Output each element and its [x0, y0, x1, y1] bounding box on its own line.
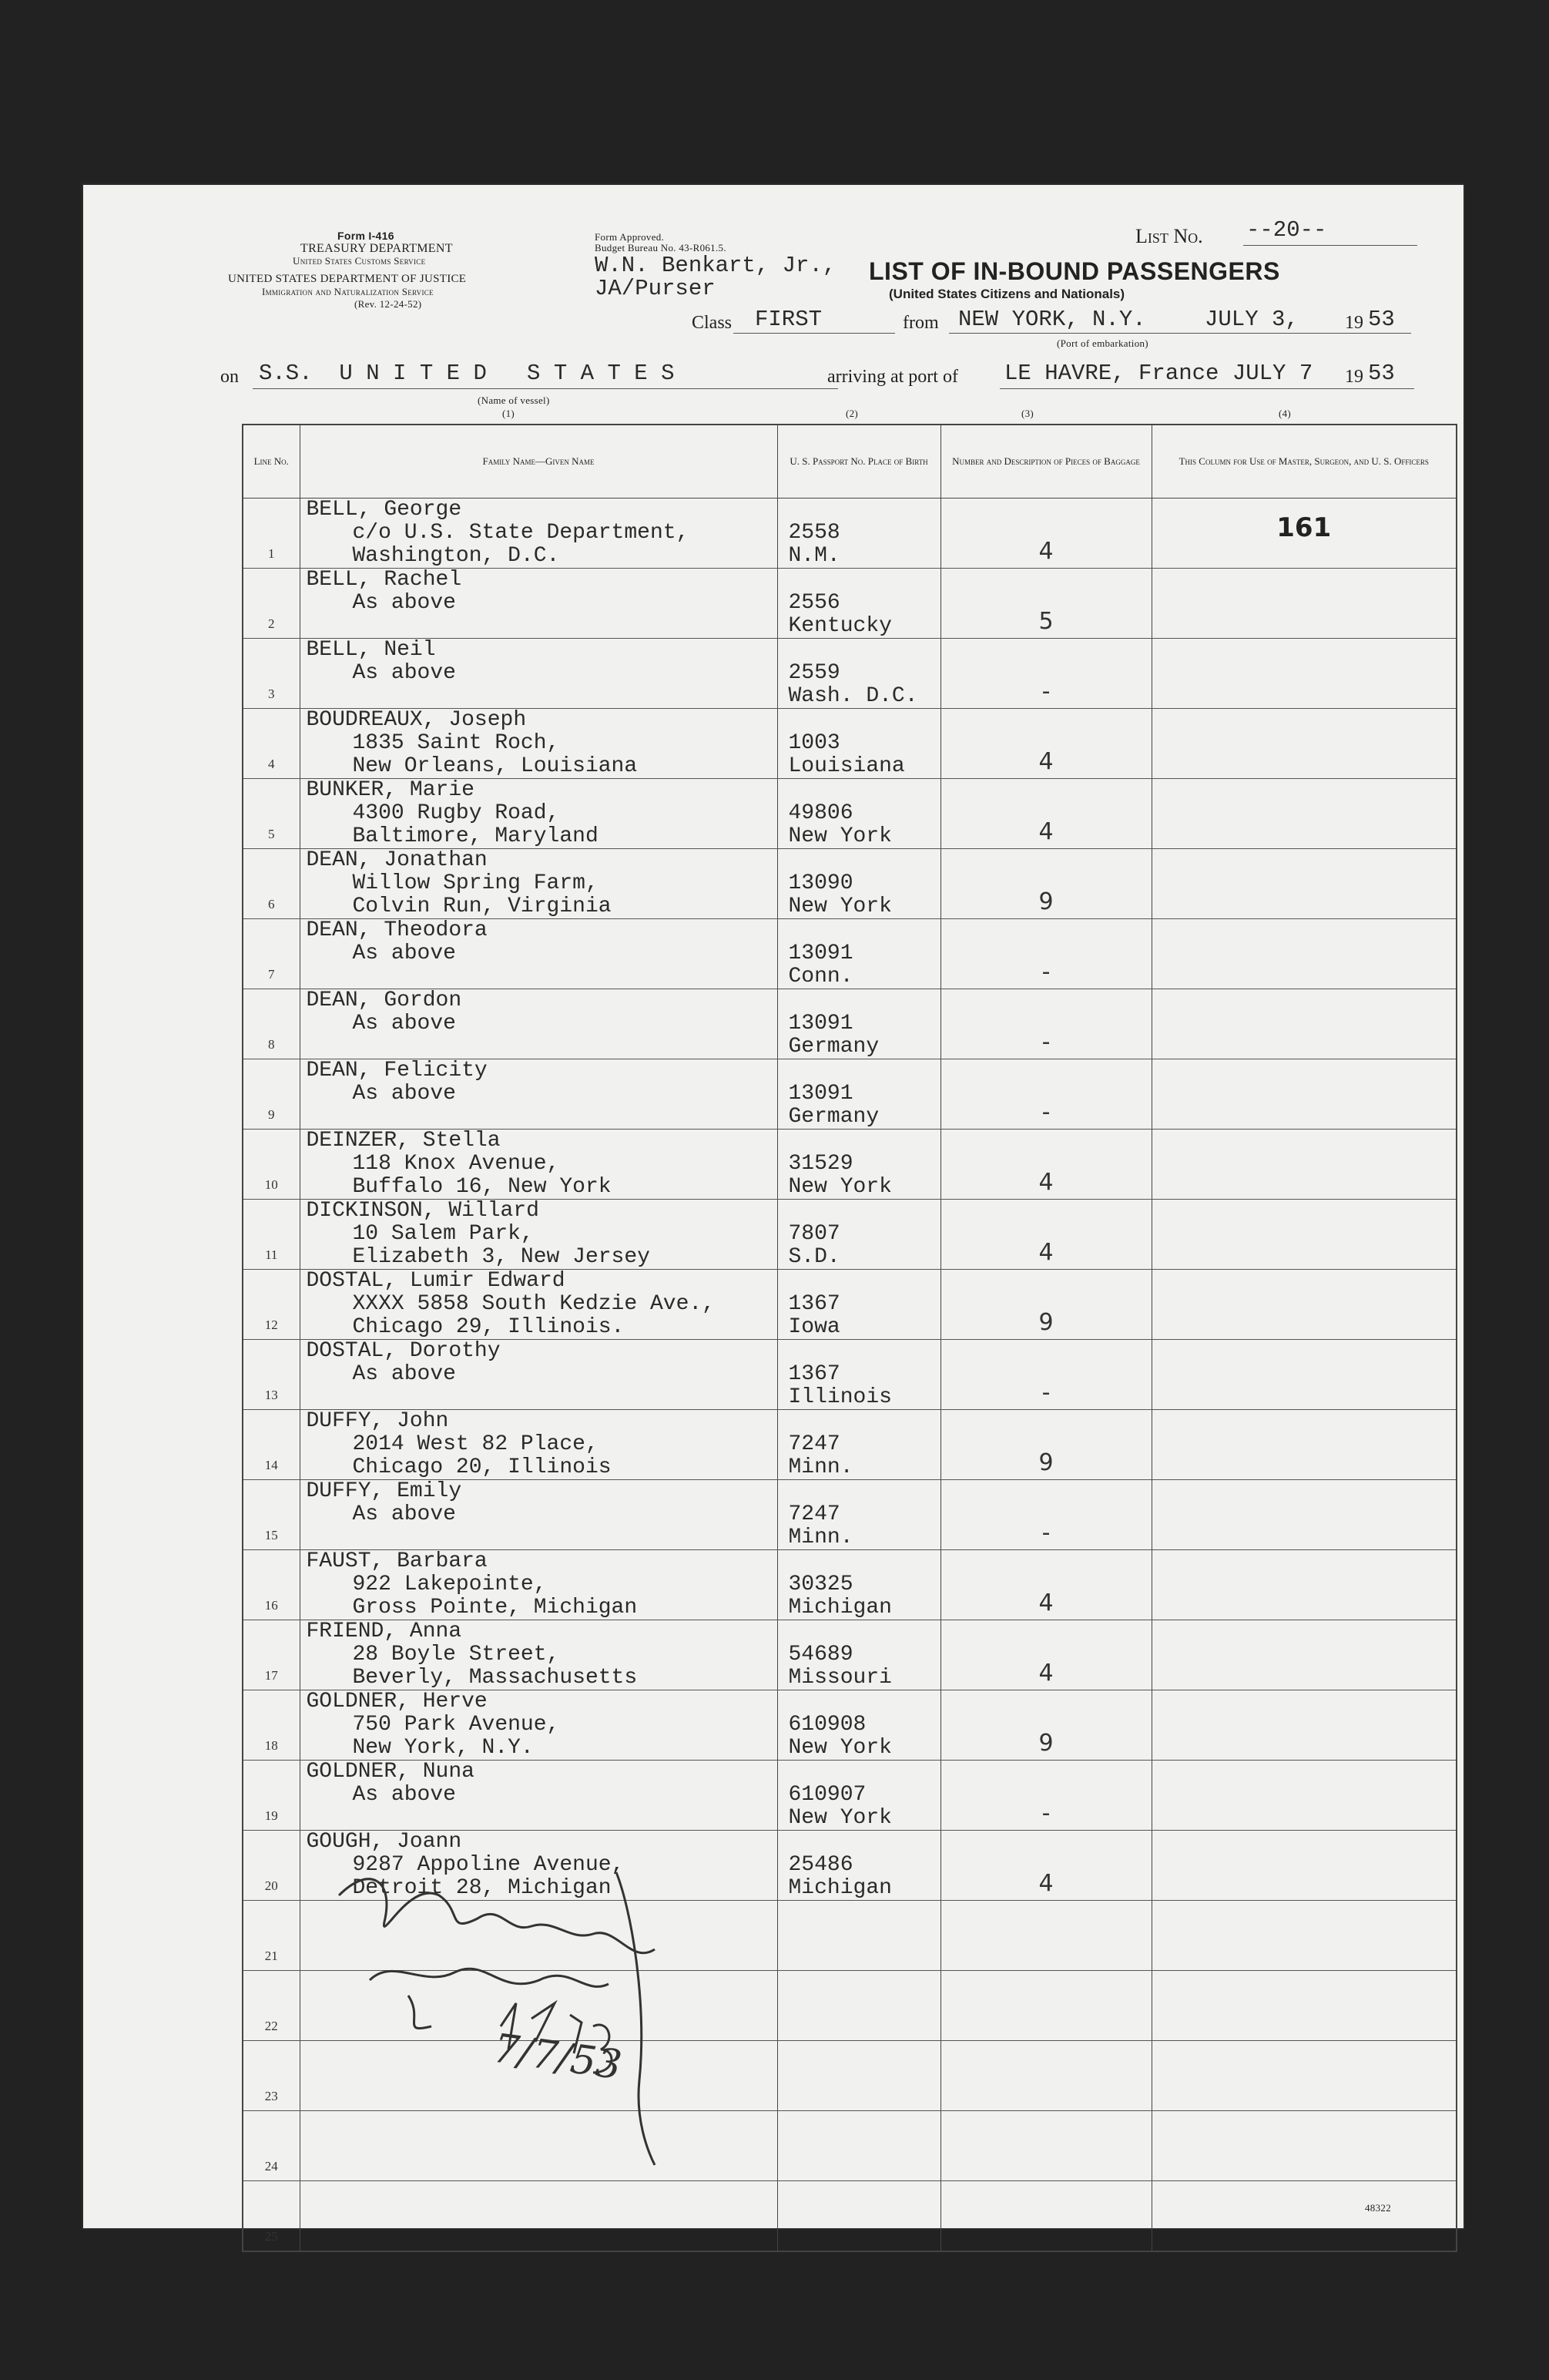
officer-use-cell [1152, 2181, 1457, 2252]
baggage-count [940, 2111, 1152, 2181]
place-of-birth: New York [788, 895, 892, 918]
passenger-address-line: As above [352, 1012, 456, 1036]
page-title: LIST OF IN-BOUND PASSENGERS [869, 257, 1280, 285]
place-of-birth: Germany [788, 1105, 880, 1129]
signature-date: 7/7/53 [490, 2025, 625, 2090]
column-number-1: (1) [502, 408, 515, 419]
passenger-name-address [300, 1200, 777, 1270]
from-label: from [903, 313, 939, 333]
passenger-name: BELL, Neil [306, 638, 436, 662]
passenger-address-line: Buffalo 16, New York [352, 1175, 612, 1199]
column-number-2: (2) [846, 408, 859, 419]
passenger-name: BELL, Rachel [306, 568, 462, 592]
place-of-birth [789, 2087, 940, 2110]
baggage-count: - [940, 639, 1152, 709]
class-value: FIRST [755, 307, 823, 332]
passport-number: 30325 [788, 1573, 853, 1596]
passport-number: 13091 [788, 1012, 853, 1036]
passenger-name-address [300, 1059, 777, 1130]
line-number: 8 [243, 989, 300, 1059]
table-row [243, 498, 1457, 569]
baggage-count [940, 1901, 1152, 1971]
officer-use-cell [1152, 1620, 1457, 1690]
passenger-name: FAUST, Barbara [306, 1549, 488, 1573]
passenger-address-line [307, 2227, 777, 2251]
passenger-name-address [300, 1690, 777, 1761]
baggage-count: - [940, 919, 1152, 989]
passport-birth-cell [777, 1901, 940, 1971]
passport-number [789, 2204, 940, 2227]
passenger-address-line [307, 1106, 777, 1129]
officer-use-cell [1152, 849, 1457, 919]
passenger-name [307, 2181, 777, 2204]
officer-use-cell [1152, 1831, 1457, 1901]
table-row [243, 1761, 1457, 1831]
immigration-service: Immigration and Naturalization Service [262, 286, 434, 297]
passport-header: U. S. Passport No. Place of Birth [777, 425, 940, 498]
line-number: 3 [243, 639, 300, 709]
officer-use-cell [1152, 569, 1457, 639]
table-row [243, 1620, 1457, 1690]
baggage-count: 4 [940, 1620, 1152, 1690]
table-row [243, 989, 1457, 1059]
place-of-birth: Kentucky [788, 614, 892, 638]
line-number: 6 [243, 849, 300, 919]
line-number: 18 [243, 1690, 300, 1761]
officer-stamp-number: 161 [1276, 512, 1332, 543]
passport-birth-cell [777, 989, 940, 1059]
passport-birth-cell [777, 849, 940, 919]
passenger-address-line [307, 1526, 777, 1549]
table-row [243, 639, 1457, 709]
baggage-count: 4 [940, 1550, 1152, 1620]
passport-number: 31529 [788, 1152, 853, 1176]
passport-number: 610907 [788, 1783, 867, 1807]
place-of-birth: Illinois [788, 1385, 892, 1409]
line-number: 17 [243, 1620, 300, 1690]
passport-number: 1367 [788, 1292, 840, 1316]
passenger-name-address [300, 709, 777, 779]
baggage-count: - [940, 1059, 1152, 1130]
passenger-address-line: Baltimore, Maryland [352, 824, 598, 848]
passenger-address-line [307, 615, 777, 638]
passenger-address-line [307, 1386, 777, 1409]
baggage-count [940, 1971, 1152, 2041]
embarkation-date: JULY 3, [1205, 307, 1299, 332]
baggage-count: 9 [940, 1690, 1152, 1761]
passport-birth-cell [777, 1340, 940, 1410]
officer-use-cell [1152, 2111, 1457, 2181]
place-of-birth: Missouri [788, 1666, 892, 1690]
passenger-name: FRIEND, Anna [306, 1620, 462, 1643]
passenger-name-address [300, 779, 777, 849]
passport-birth-cell [777, 498, 940, 569]
passenger-address-line [307, 965, 777, 989]
passport-birth-cell [777, 919, 940, 989]
passport-birth-cell [777, 709, 940, 779]
passport-number: 13091 [788, 1082, 853, 1106]
table-row [243, 1340, 1457, 1410]
passenger-address-line: 750 Park Avenue, [352, 1713, 560, 1737]
passenger-name-address [300, 1761, 777, 1831]
passport-birth-cell [777, 1971, 940, 2041]
baggage-count: 4 [940, 709, 1152, 779]
passenger-name-address [300, 1620, 777, 1690]
baggage-count: 5 [940, 569, 1152, 639]
passenger-address-line: 922 Lakepointe, [352, 1573, 547, 1596]
passenger-name-address [300, 1270, 777, 1340]
passenger-address-line: 1835 Saint Roch, [352, 731, 560, 755]
form-number: Form I-416 [337, 230, 394, 242]
table-row [243, 1410, 1457, 1480]
table-row [243, 1270, 1457, 1340]
passenger-address-line: Washington, D.C. [352, 544, 560, 568]
place-of-birth [789, 2017, 940, 2040]
passport-number: 1003 [788, 731, 840, 755]
line-number: 2 [243, 569, 300, 639]
place-of-birth [789, 2227, 940, 2251]
passport-number: 2558 [788, 521, 840, 545]
baggage-count: - [940, 1340, 1152, 1410]
passenger-address-line: Colvin Run, Virginia [352, 895, 612, 918]
line-number: 23 [243, 2041, 300, 2111]
place-of-birth: New York [788, 1806, 892, 1830]
passport-number: 7247 [788, 1502, 840, 1526]
passenger-address-line: 9287 Appoline Avenue, [352, 1853, 625, 1877]
passenger-name: BELL, George [306, 498, 462, 522]
arrival-port-and-date: LE HAVRE, France JULY 7 [1004, 361, 1313, 386]
table-row [243, 1200, 1457, 1270]
line-number: 22 [243, 1971, 300, 2041]
baggage-count: 4 [940, 498, 1152, 569]
passenger-address-line: 28 Boyle Street, [352, 1643, 560, 1667]
family-name-header: Family Name—Given Name [300, 425, 777, 498]
passenger-address-line [307, 685, 777, 708]
baggage-count: 9 [940, 849, 1152, 919]
passenger-address-line: Elizabeth 3, New Jersey [352, 1245, 650, 1269]
officer-use-cell [1152, 2041, 1457, 2111]
passport-number: 54689 [788, 1643, 853, 1667]
passport-birth-cell [777, 779, 940, 849]
place-of-birth: Wash. D.C. [788, 684, 918, 708]
passport-birth-cell [777, 1620, 940, 1690]
customs-service: United States Customs Service [293, 255, 426, 267]
line-number: 10 [243, 1130, 300, 1200]
passport-birth-cell [777, 1059, 940, 1130]
passport-birth-cell [777, 2041, 940, 2111]
passenger-name-address [300, 1340, 777, 1410]
passenger-name: DUFFY, John [306, 1409, 449, 1433]
passenger-name-address [300, 989, 777, 1059]
on-label: on [220, 367, 239, 387]
port-of-embarkation: NEW YORK, N.Y. [958, 307, 1146, 332]
officer-use-cell [1152, 1059, 1457, 1130]
passenger-address-line: 118 Knox Avenue, [352, 1152, 560, 1176]
table-header-row [243, 425, 1457, 498]
passport-birth-cell [777, 1130, 940, 1200]
purser-name: W.N. Benkart, Jr., [595, 253, 837, 278]
baggage-count: - [940, 1761, 1152, 1831]
line-number: 16 [243, 1550, 300, 1620]
officer-use-cell [1152, 989, 1457, 1059]
place-of-birth: N.M. [788, 544, 840, 568]
passenger-address-line: As above [352, 1362, 456, 1386]
passenger-name-address [300, 919, 777, 989]
officer-use-cell [1152, 1971, 1457, 2041]
handwritten-signature [324, 1849, 724, 2173]
treasury-department: TREASURY DEPARTMENT [300, 242, 453, 255]
vessel-name: S.S. U N I T E D S T A T E S [259, 361, 675, 386]
purser-title: JA/Purser [595, 276, 716, 301]
passport-number [789, 2064, 940, 2087]
passport-birth-cell [777, 1550, 940, 1620]
passenger-name-address [300, 1550, 777, 1620]
baggage-count [940, 2181, 1152, 2252]
passport-birth-cell [777, 1200, 940, 1270]
place-of-birth [789, 2157, 940, 2180]
budget-bureau: Budget Bureau No. 43-R061.5. [595, 242, 726, 253]
passenger-name: DICKINSON, Willard [306, 1199, 539, 1223]
list-number-label: List No. [1135, 225, 1203, 247]
passenger-address-line [307, 1807, 777, 1830]
vessel-caption: (Name of vessel) [478, 394, 550, 406]
column-number-3: (3) [1021, 408, 1034, 419]
passenger-address-line [307, 1036, 777, 1059]
passenger-address-line: As above [352, 1783, 456, 1807]
officer-use-cell [1152, 1340, 1457, 1410]
line-number: 21 [243, 1901, 300, 1971]
line-number: 12 [243, 1270, 300, 1340]
year-prefix: 19 [1345, 313, 1363, 333]
officer-use-cell [1152, 1410, 1457, 1480]
line-number: 14 [243, 1410, 300, 1480]
place-of-birth: Germany [788, 1035, 880, 1059]
passenger-address-line: Chicago 29, Illinois. [352, 1315, 625, 1339]
line-number: 19 [243, 1761, 300, 1831]
passenger-address-line [307, 2204, 777, 2227]
passenger-address-line: Willow Spring Farm, [352, 871, 598, 895]
line-number: 15 [243, 1480, 300, 1550]
table-row [243, 919, 1457, 989]
line-number: 11 [243, 1200, 300, 1270]
passport-birth-cell [777, 2181, 940, 2252]
passport-number: 2559 [788, 661, 840, 685]
officer-use-cell [1152, 1901, 1457, 1971]
officer-use-cell [1152, 709, 1457, 779]
place-of-birth: New York [788, 1175, 892, 1199]
line-number: 7 [243, 919, 300, 989]
baggage-count: 9 [940, 1410, 1152, 1480]
passenger-name: DEAN, Gordon [306, 989, 462, 1012]
line-number: 24 [243, 2111, 300, 2181]
baggage-count: 4 [940, 779, 1152, 849]
passport-birth-cell [777, 1410, 940, 1480]
year-prefix-2: 19 [1345, 367, 1363, 387]
column-number-4: (4) [1279, 408, 1292, 419]
port-embarkation-caption: (Port of embarkation) [1057, 337, 1148, 349]
footer-code: 48322 [1365, 2202, 1391, 2214]
officer-use-cell [1152, 1200, 1457, 1270]
line-number: 9 [243, 1059, 300, 1130]
list-number: --20-- [1246, 217, 1327, 243]
passenger-name: GOUGH, Joann [306, 1830, 462, 1854]
table-row [243, 1480, 1457, 1550]
officer-use-cell [1152, 779, 1457, 849]
passport-number: 7247 [788, 1432, 840, 1456]
place-of-birth: Minn. [788, 1455, 853, 1479]
passport-number [789, 2134, 940, 2157]
embarkation-year: 53 [1368, 307, 1395, 332]
passenger-address-line: As above [352, 1502, 456, 1526]
line-number: 20 [243, 1831, 300, 1901]
line-number: 5 [243, 779, 300, 849]
passenger-address-line: c/o U.S. State Department, [352, 521, 689, 545]
officer-use-cell [1152, 1270, 1457, 1340]
passenger-name: BOUDREAUX, Joseph [306, 708, 527, 732]
passport-birth-cell [777, 569, 940, 639]
passenger-name: DOSTAL, Dorothy [306, 1339, 501, 1363]
line-number: 25 [243, 2181, 300, 2252]
passport-number: 2556 [788, 591, 840, 615]
place-of-birth: Conn. [788, 965, 853, 989]
passport-birth-cell [777, 1831, 940, 1901]
table-row [243, 2181, 1457, 2252]
officer-use-cell [1152, 1480, 1457, 1550]
passport-number: 49806 [788, 801, 853, 825]
class-label: Class [692, 313, 733, 333]
baggage-header: Number and Description of Pieces of Baggage [940, 425, 1152, 498]
baggage-count: 4 [940, 1200, 1152, 1270]
baggage-count: 4 [940, 1831, 1152, 1901]
line-number: 4 [243, 709, 300, 779]
passport-number: 1367 [788, 1362, 840, 1386]
table-row [243, 1130, 1457, 1200]
baggage-count [940, 2041, 1152, 2111]
line-number-header: Line No. [243, 425, 300, 498]
table-row [243, 569, 1457, 639]
passenger-name-address [300, 498, 777, 569]
table-row [243, 709, 1457, 779]
place-of-birth: Michigan [788, 1596, 892, 1620]
passport-birth-cell [777, 1690, 940, 1761]
place-of-birth: Louisiana [788, 754, 905, 778]
officer-use-cell [1152, 639, 1457, 709]
baggage-count: 9 [940, 1270, 1152, 1340]
passenger-address-line: Gross Pointe, Michigan [352, 1596, 638, 1620]
passenger-name-address [300, 639, 777, 709]
table-row [243, 1550, 1457, 1620]
arriving-label: arriving at port of [827, 367, 958, 387]
passport-birth-cell [777, 2111, 940, 2181]
officer-use-cell [1152, 919, 1457, 989]
passport-number: 7807 [788, 1222, 840, 1246]
passenger-address-line: Beverly, Massachusetts [352, 1666, 638, 1690]
officers-header: This Column for Use of Master, Surgeon, and U. S. Officers [1152, 425, 1457, 498]
passenger-name-address [300, 849, 777, 919]
arrival-year: 53 [1368, 361, 1395, 386]
passenger-address-line: As above [352, 1082, 456, 1106]
passenger-address-line: As above [352, 661, 456, 685]
place-of-birth [789, 1947, 940, 1970]
passenger-address-line: As above [352, 591, 456, 615]
passenger-name: DOSTAL, Lumir Edward [306, 1269, 565, 1293]
passport-number: 13091 [788, 942, 853, 965]
passenger-name: DEAN, Felicity [306, 1059, 488, 1083]
passenger-address-line: XXXX 5858 South Kedzie Ave., [352, 1292, 715, 1316]
passport-number [789, 1994, 940, 2017]
place-of-birth: Iowa [788, 1315, 840, 1339]
passenger-address-line: New York, N.Y. [352, 1736, 534, 1760]
table-row [243, 849, 1457, 919]
line-number: 13 [243, 1340, 300, 1410]
passenger-name: DEINZER, Stella [306, 1129, 501, 1153]
officer-use-cell [1152, 1761, 1457, 1831]
passenger-address-line: 4300 Rugby Road, [352, 801, 560, 825]
passport-birth-cell [777, 1480, 940, 1550]
passenger-name: DUFFY, Emily [306, 1479, 462, 1503]
passport-number: 13090 [788, 871, 853, 895]
officer-use-cell [1152, 498, 1457, 569]
place-of-birth: Michigan [788, 1876, 892, 1900]
passport-number: 610908 [788, 1713, 867, 1737]
baggage-count: 4 [940, 1130, 1152, 1200]
passenger-address-line: Chicago 20, Illinois [352, 1455, 612, 1479]
officer-use-cell [1152, 1550, 1457, 1620]
officer-use-cell [1152, 1690, 1457, 1761]
passenger-name-address [300, 1480, 777, 1550]
passenger-address-line: 2014 West 82 Place, [352, 1432, 598, 1456]
passport-birth-cell [777, 1761, 940, 1831]
table-row [243, 1690, 1457, 1761]
table-row [243, 779, 1457, 849]
passenger-name: DEAN, Jonathan [306, 848, 488, 872]
passenger-address-line: Detroit 28, Michigan [352, 1876, 612, 1900]
passenger-name: GOLDNER, Nuna [306, 1760, 474, 1784]
passenger-name-address [300, 2181, 777, 2252]
table-row [243, 1059, 1457, 1130]
form-revision: (Rev. 12-24-52) [354, 298, 422, 310]
passenger-address-line: 10 Salem Park, [352, 1222, 534, 1246]
passenger-name-address [300, 1130, 777, 1200]
passport-number [789, 1924, 940, 1947]
passenger-name-address [300, 1410, 777, 1480]
officer-use-cell [1152, 1130, 1457, 1200]
passenger-name: BUNKER, Marie [306, 778, 474, 802]
form-approved: Form Approved. [595, 231, 665, 243]
place-of-birth: New York [788, 824, 892, 848]
justice-department: UNITED STATES DEPARTMENT OF JUSTICE [228, 273, 467, 285]
place-of-birth: Minn. [788, 1526, 853, 1549]
baggage-count: - [940, 989, 1152, 1059]
passenger-name: DEAN, Theodora [306, 918, 488, 942]
place-of-birth: S.D. [788, 1245, 840, 1269]
place-of-birth: New York [788, 1736, 892, 1760]
passenger-name-address [300, 569, 777, 639]
passport-birth-cell [777, 1270, 940, 1340]
page-subtitle: (United States Citizens and Nationals) [889, 287, 1125, 301]
passenger-name: GOLDNER, Herve [306, 1690, 488, 1714]
passenger-address-line: As above [352, 942, 456, 965]
line-number: 1 [243, 498, 300, 569]
passport-number: 25486 [788, 1853, 853, 1877]
baggage-count: - [940, 1480, 1152, 1550]
passport-birth-cell [777, 639, 940, 709]
passenger-address-line: New Orleans, Louisiana [352, 754, 638, 778]
